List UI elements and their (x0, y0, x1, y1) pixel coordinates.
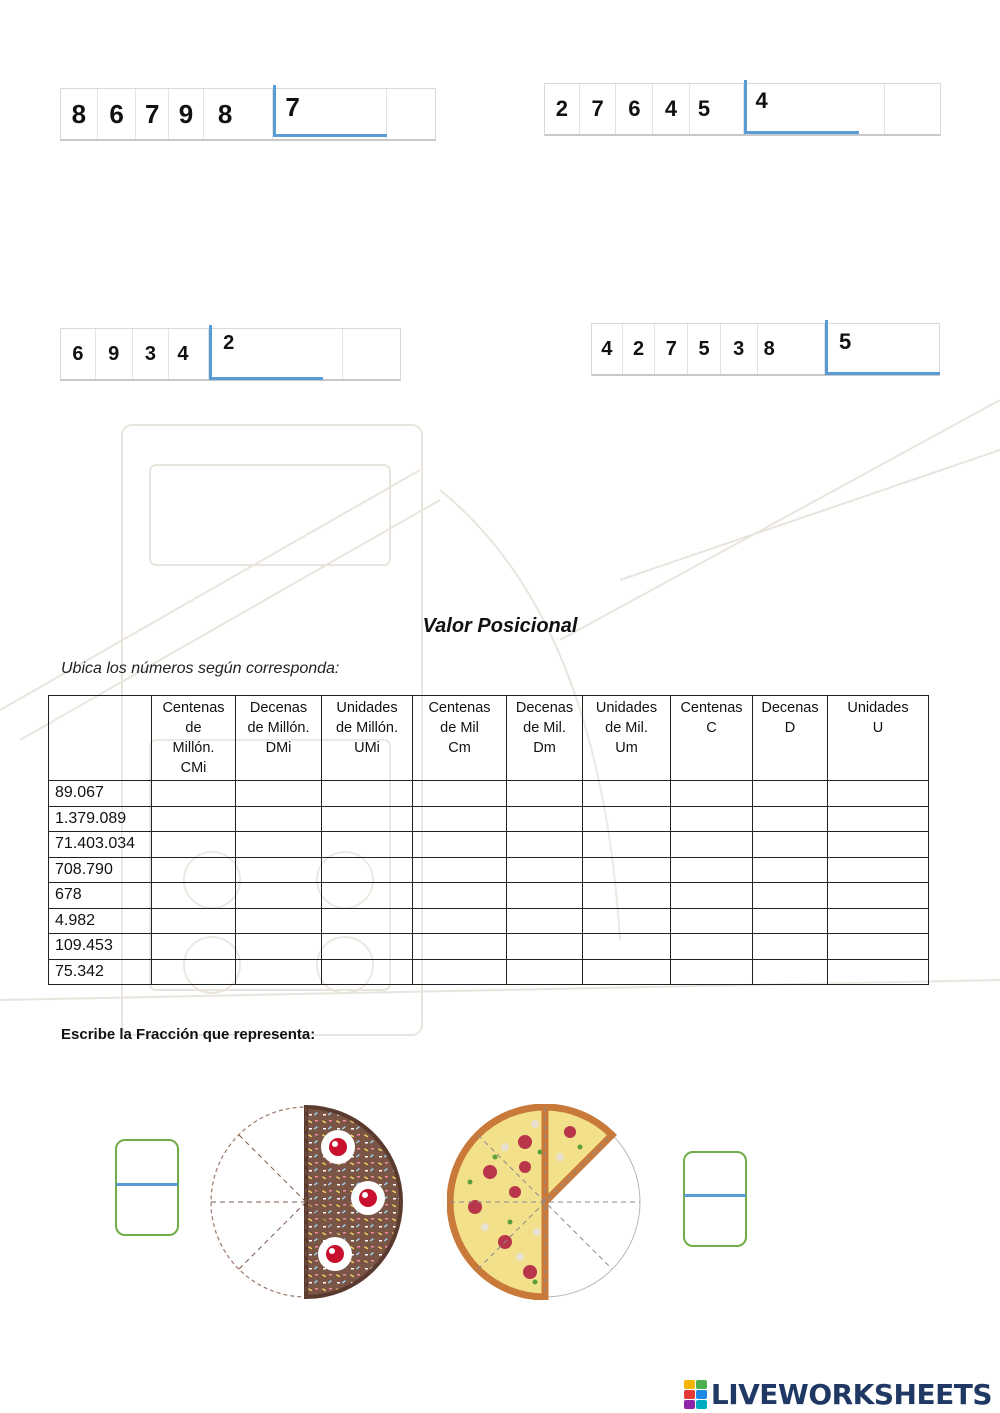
table-row (49, 959, 929, 985)
answer-cell[interactable] (152, 959, 236, 985)
answer-cell[interactable] (583, 934, 671, 960)
answer-cell[interactable] (753, 934, 828, 960)
answer-cell[interactable] (507, 908, 583, 934)
division-bracket-horizontal (744, 131, 859, 134)
answer-cell[interactable] (413, 806, 507, 832)
answer-cell[interactable] (583, 832, 671, 858)
answer-cell[interactable] (753, 832, 828, 858)
table-row (49, 832, 929, 858)
header-u: Unidades U (828, 696, 929, 781)
header-dmi: Decenas de Millón. DMi (236, 696, 322, 781)
divisor: 4 (755, 88, 768, 113)
dividend-digit: 2 (545, 84, 580, 134)
answer-cell[interactable] (828, 908, 929, 934)
answer-cell[interactable] (828, 959, 929, 985)
division-bracket-vertical (273, 85, 276, 135)
answer-cell[interactable] (236, 959, 322, 985)
row-number: 1.379.089 (49, 806, 152, 832)
division-bracket-vertical (825, 320, 828, 372)
answer-cell[interactable] (507, 781, 583, 807)
dividend-digit: 5 (688, 324, 721, 374)
answer-cell[interactable] (753, 883, 828, 909)
answer-cell[interactable] (671, 883, 753, 909)
header-cmi: Centenas de Millón. CMi (152, 696, 236, 781)
answer-cell[interactable] (753, 959, 828, 985)
division-bracket-horizontal (273, 134, 387, 137)
dividend-digit: 9 (169, 89, 204, 139)
dividend-digit: 7 (580, 84, 617, 134)
answer-cell[interactable] (236, 857, 322, 883)
answer-cell[interactable] (671, 832, 753, 858)
fraction-answer-box-1 (115, 1139, 179, 1236)
answer-cell[interactable] (583, 806, 671, 832)
answer-cell[interactable] (671, 857, 753, 883)
row-number: 89.067 (49, 781, 152, 807)
answer-cell[interactable] (236, 908, 322, 934)
divisor-area (209, 329, 343, 379)
denominator-input[interactable] (691, 1203, 739, 1239)
dividend-digit: 6 (616, 84, 653, 134)
answer-cell[interactable] (828, 832, 929, 858)
answer-cell[interactable] (507, 959, 583, 985)
answer-cell[interactable] (152, 781, 236, 807)
section-title: Valor Posicional (422, 615, 578, 637)
dividend-digit: 3 (721, 324, 758, 374)
answer-cell[interactable] (828, 857, 929, 883)
answer-cell[interactable] (583, 959, 671, 985)
place-value-table (48, 695, 929, 985)
answer-cell[interactable] (152, 934, 236, 960)
answer-cell[interactable] (885, 84, 940, 134)
division-box-2 (544, 83, 941, 136)
row-number: 708.790 (49, 857, 152, 883)
answer-cell[interactable] (322, 883, 413, 909)
answer-cell[interactable] (671, 934, 753, 960)
answer-cell[interactable] (322, 857, 413, 883)
answer-cell[interactable] (507, 806, 583, 832)
table-row (49, 908, 929, 934)
answer-cell[interactable] (828, 806, 929, 832)
header-um: Unidades de Mil. Um (583, 696, 671, 781)
fraction-bar (684, 1194, 746, 1197)
answer-cell[interactable] (413, 883, 507, 909)
answer-cell[interactable] (583, 781, 671, 807)
answer-cell[interactable] (413, 908, 507, 934)
divisor: 7 (285, 92, 300, 122)
division-bracket-vertical (744, 80, 747, 132)
dividend-digit: 4 (653, 84, 690, 134)
table-row (49, 781, 929, 807)
answer-cell[interactable] (236, 781, 322, 807)
dividend-digit: 6 (61, 329, 96, 379)
fraction-answer-box-2 (683, 1151, 747, 1247)
answer-cell[interactable] (583, 908, 671, 934)
fraction-instruction: Escribe la Fracción que representa: (61, 1026, 316, 1043)
dividend-digit: 4 (169, 329, 209, 379)
cherry-icon (351, 1181, 385, 1215)
dividend-digit: 8 (758, 324, 825, 374)
answer-cell[interactable] (322, 908, 413, 934)
answer-cell[interactable] (507, 857, 583, 883)
answer-cell[interactable] (828, 781, 929, 807)
liveworksheets-logo (684, 1378, 992, 1411)
answer-cell[interactable] (671, 959, 753, 985)
dividend-digit: 3 (133, 329, 170, 379)
answer-cell[interactable] (322, 806, 413, 832)
logo-mark-icon (684, 1380, 707, 1409)
division-box-3 (60, 328, 401, 381)
answer-cell[interactable] (152, 832, 236, 858)
answer-cell[interactable] (753, 857, 828, 883)
header-dm: Decenas de Mil. Dm (507, 696, 583, 781)
answer-cell[interactable] (152, 908, 236, 934)
answer-cell[interactable] (413, 857, 507, 883)
answer-cell[interactable] (322, 959, 413, 985)
answer-cell[interactable] (507, 832, 583, 858)
divisor-area (744, 84, 886, 134)
dividend-digit: 7 (655, 324, 688, 374)
answer-cell[interactable] (507, 883, 583, 909)
answer-cell[interactable] (507, 934, 583, 960)
answer-cell[interactable] (671, 908, 753, 934)
division-box-1 (60, 88, 436, 141)
dividend-digit: 7 (136, 89, 169, 139)
cherry-icon (321, 1130, 355, 1164)
answer-cell[interactable] (583, 883, 671, 909)
row-number: 4.982 (49, 908, 152, 934)
row-number: 678 (49, 883, 152, 909)
answer-cell[interactable] (413, 781, 507, 807)
table-instruction: Ubica los números según corresponda: (61, 660, 340, 677)
answer-cell[interactable] (322, 934, 413, 960)
division-bracket-horizontal (825, 372, 940, 375)
answer-cell[interactable] (152, 806, 236, 832)
header-corner (49, 696, 152, 781)
answer-cell[interactable] (236, 806, 322, 832)
table-row (49, 806, 929, 832)
answer-cell[interactable] (343, 329, 400, 379)
answer-cell[interactable] (413, 959, 507, 985)
table-row (49, 857, 929, 883)
row-number: 109.453 (49, 934, 152, 960)
table-row (49, 883, 929, 909)
answer-cell[interactable] (236, 883, 322, 909)
answer-cell[interactable] (152, 857, 236, 883)
answer-cell[interactable] (413, 832, 507, 858)
header-c: Centenas C (671, 696, 753, 781)
answer-cell[interactable] (828, 934, 929, 960)
answer-cell[interactable] (753, 908, 828, 934)
row-number: 71.403.034 (49, 832, 152, 858)
answer-cell[interactable] (152, 883, 236, 909)
header-d: Decenas D (753, 696, 828, 781)
dividend-digit: 6 (98, 89, 137, 139)
logo-wordmark: LIVEWORKSHEETS (710, 1378, 992, 1411)
cake-fraction-pie (208, 1104, 404, 1300)
answer-cell[interactable] (236, 832, 322, 858)
answer-cell[interactable] (236, 934, 322, 960)
divisor: 5 (839, 329, 852, 354)
answer-cell[interactable] (671, 781, 753, 807)
dividend-digit: 2 (623, 324, 656, 374)
row-number: 75.342 (49, 959, 152, 985)
dividend-digit: 8 (61, 89, 98, 139)
divisor-area (273, 89, 387, 139)
answer-cell[interactable] (413, 934, 507, 960)
dividend-digit: 4 (592, 324, 623, 374)
answer-cell[interactable] (387, 89, 435, 139)
divisor-area (825, 324, 939, 374)
numerator-input[interactable] (691, 1157, 739, 1193)
cherry-icon (318, 1237, 352, 1271)
table-header-row (49, 696, 929, 781)
answer-cell[interactable] (753, 806, 828, 832)
denominator-input[interactable] (123, 1191, 171, 1227)
dividend-digit: 5 (690, 84, 744, 134)
division-bracket-horizontal (209, 377, 323, 380)
answer-cell[interactable] (671, 806, 753, 832)
answer-cell[interactable] (583, 857, 671, 883)
fraction-bar (116, 1183, 178, 1186)
table-row (49, 934, 929, 960)
divisor: 2 (223, 332, 235, 354)
division-box-4 (591, 323, 940, 376)
answer-cell[interactable] (828, 883, 929, 909)
answer-cell[interactable] (322, 832, 413, 858)
answer-cell[interactable] (322, 781, 413, 807)
dividend-digit: 8 (204, 89, 274, 139)
header-umi: Unidades de Millón. UMi (322, 696, 413, 781)
pizza-fraction-pie (447, 1104, 643, 1300)
header-cm: Centenas de Mil Cm (413, 696, 507, 781)
dividend-digit: 9 (96, 329, 133, 379)
division-bracket-vertical (209, 325, 212, 377)
answer-cell[interactable] (753, 781, 828, 807)
numerator-input[interactable] (123, 1145, 171, 1181)
table-body (49, 781, 929, 985)
